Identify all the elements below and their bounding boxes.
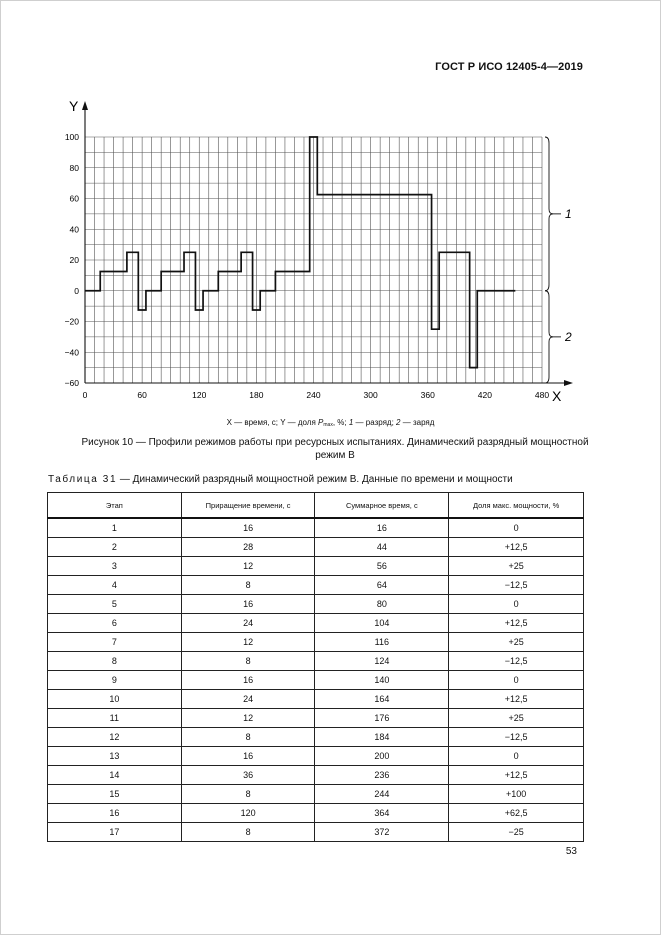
table-cell: 3 [48,557,182,576]
table-cell: +100 [449,785,584,804]
table-row [48,595,584,614]
table-cell: −12,5 [449,576,584,595]
x-tick-label: 300 [363,390,378,400]
power-profile-chart [54,96,584,411]
table-cell: 28 [181,538,315,557]
table-cell: 5 [48,595,182,614]
table-row [48,576,584,595]
table-cell: 14 [48,766,182,785]
table-cell: 12 [181,557,315,576]
table-cell: 16 [315,518,449,538]
table-cell: 24 [181,614,315,633]
table-cell: 7 [48,633,182,652]
x-tick-label: 480 [534,390,550,400]
table-row [48,804,584,823]
x-tick-label: 360 [420,390,435,400]
legend-two: 2 [396,418,401,427]
x-tick-label: 60 [137,390,147,400]
table-cell: 8 [181,785,315,804]
y-tick-label: 20 [69,255,79,265]
table-row [48,652,584,671]
chart-annotations [545,137,572,383]
table-row [48,823,584,842]
legend-two-desc: — заряд [400,418,435,427]
x-tick-label: 0 [82,390,88,400]
table-cell: 2 [48,538,182,557]
table-header-row [48,493,584,519]
table-cell: +62,5 [449,804,584,823]
x-tick-label: 120 [192,390,207,400]
table-row [48,728,584,747]
table-cell: 44 [315,538,449,557]
y-tick-label: 100 [64,132,79,142]
table-cell: 372 [315,823,449,842]
table-row [48,538,584,557]
range-brace-2 [545,291,553,383]
table-cell: 10 [48,690,182,709]
table-row [48,633,584,652]
table-cell: 364 [315,804,449,823]
y-tick-label: 0 [74,285,79,296]
table-cell: 15 [48,785,182,804]
table-cell: 104 [315,614,449,633]
table-header-cell: Этап [48,493,182,519]
range-label-2: 2 [565,329,572,344]
legend-rest: , %; [332,418,349,427]
table-body [48,518,584,842]
table-cell: 1 [48,518,182,538]
table-cell: +12,5 [449,538,584,557]
x-tick-label: 180 [249,390,264,400]
x-axis-arrow [564,380,573,386]
table-cell: 9 [48,671,182,690]
table-cell: +25 [449,709,584,728]
table-cell: +25 [449,633,584,652]
x-tick-label: 420 [477,390,492,400]
range-brace-1 [545,137,553,291]
chart-grid [85,137,542,383]
y-axis-label: Y [69,98,79,114]
table-caption-label: Таблица 31 [48,474,118,485]
table-cell: +12,5 [449,766,584,785]
figure-caption-line2: режим В [315,450,355,461]
legend-one-desc: — разряд; [353,418,397,427]
table-cell: 16 [181,747,315,766]
figure-caption-line1: Рисунок 10 — Профили режимов работы при ресурсных испытаниях. Динамический разрядный мощностной [81,437,589,448]
table-cell: +12,5 [449,690,584,709]
legend-p-symbol: P [318,418,324,427]
chart-legend [0,418,661,428]
y-axis-arrow [82,101,88,110]
range-label-1: 1 [565,206,572,221]
table-cell: 0 [449,747,584,766]
table-cell: 12 [181,709,315,728]
table-caption [48,474,513,485]
table-cell: 8 [181,823,315,842]
table-cell: 184 [315,728,449,747]
table-cell: 120 [181,804,315,823]
table-cell: −12,5 [449,728,584,747]
table-cell: 236 [315,766,449,785]
y-tick-label: 80 [69,162,79,173]
legend-one: 1 [348,418,354,427]
table-caption-text: — Динамический разрядный мощностной режим В. Данные по времени и мощности [117,474,513,485]
table-row [48,557,584,576]
data-table [47,492,584,842]
table-cell: 16 [181,518,315,538]
table-cell: 12 [181,633,315,652]
table-cell: 124 [315,652,449,671]
table-cell: 8 [181,576,315,595]
table-cell: 13 [48,747,182,766]
table-cell: 11 [48,709,182,728]
x-tick-label: 240 [306,390,321,400]
y-tick-label: 60 [69,193,79,204]
table-cell: 0 [449,671,584,690]
table-cell: 80 [315,595,449,614]
x-axis-label: X [552,388,562,404]
table-cell: 17 [48,823,182,842]
legend-p-sub: max [323,422,333,428]
chart-axes [69,98,573,404]
chart-series [85,137,515,368]
table-cell: 64 [315,576,449,595]
table-cell: 16 [181,671,315,690]
table-cell: 4 [48,576,182,595]
table-cell: 116 [315,633,449,652]
table-cell: 8 [181,728,315,747]
table-cell: 12 [48,728,182,747]
table-header-cell: Доля макс. мощности, % [449,493,584,519]
standard-header: ГОСТ Р ИСО 12405-4—2019 [435,61,583,73]
table-row [48,671,584,690]
table-row [48,709,584,728]
table-cell: 8 [181,652,315,671]
figure-caption [60,436,610,462]
table-cell: 16 [48,804,182,823]
table-row [48,518,584,538]
y-tick-label: 40 [69,224,79,235]
table-cell: 16 [181,595,315,614]
table-cell: 8 [48,652,182,671]
table-cell: 56 [315,557,449,576]
table-cell: 244 [315,785,449,804]
table-cell: 0 [449,595,584,614]
table-cell: 0 [449,518,584,538]
table-cell: 164 [315,690,449,709]
table-cell: 6 [48,614,182,633]
table-cell: −25 [449,823,584,842]
table-row [48,690,584,709]
table-row [48,614,584,633]
table-header-cell: Приращение времени, с [181,493,315,519]
table-header-cell: Суммарное время, с [315,493,449,519]
page-number: 53 [565,846,577,857]
table-row [48,766,584,785]
table-cell: 140 [315,671,449,690]
table-cell: +12,5 [449,614,584,633]
table-cell: 36 [181,766,315,785]
y-tick-label: −60 [64,378,79,388]
table-cell: −12,5 [449,652,584,671]
y-tick-label: −40 [64,347,79,358]
table-cell: 176 [315,709,449,728]
table-cell: 200 [315,747,449,766]
table-cell: +25 [449,557,584,576]
y-tick-label: −20 [64,316,79,327]
legend-x-desc: X — время, с; Y — доля [226,418,316,427]
table-row [48,785,584,804]
series-line-profile [85,137,515,368]
table-cell: 24 [181,690,315,709]
table-row [48,747,584,766]
